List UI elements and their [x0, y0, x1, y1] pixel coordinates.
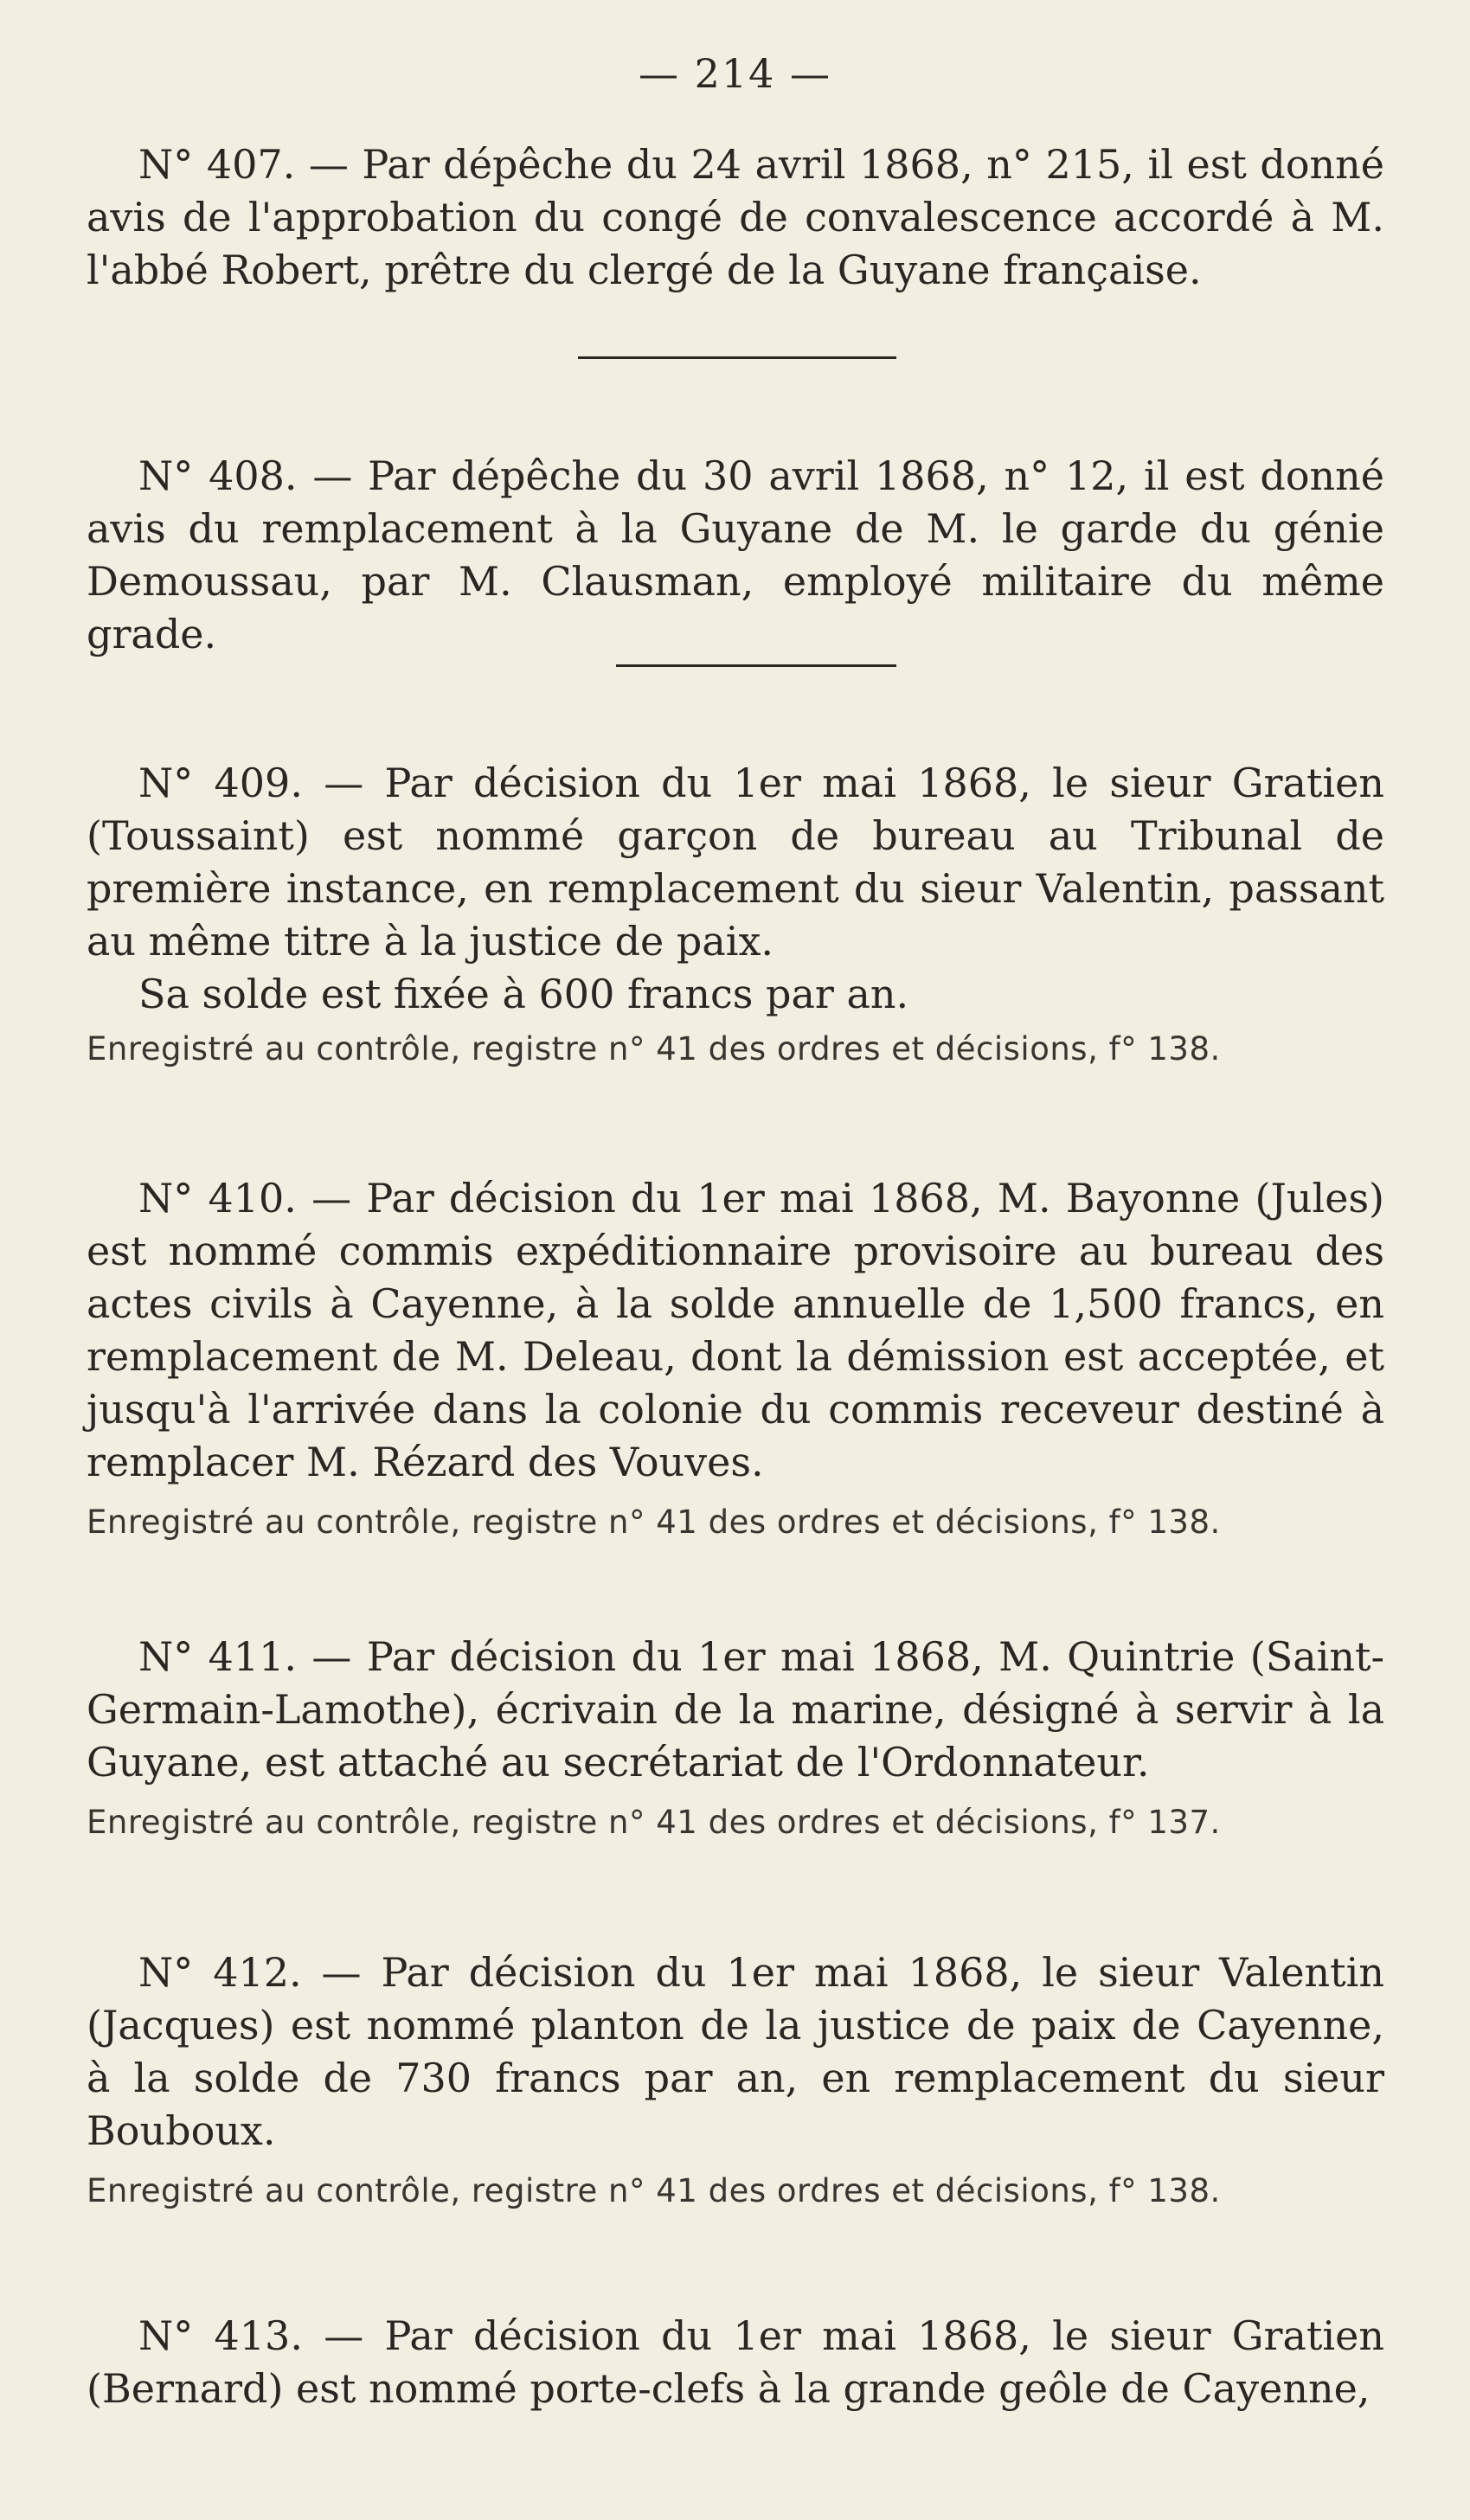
page-number: — 214 — [638, 50, 832, 97]
entry-413 [87, 2310, 1384, 2415]
registration-note: Enregistré au contrôle, registre n° 41 des ordres et décisions, f° 138. [87, 2172, 1221, 2209]
entry-text: N° 407. — Par dépêche du 24 avril 1868, n° 215, il est donné avis de l'approbation du congé de convalescence accordé à M. l'abbé Robert, prêtre du clergé de la Guyane française. [87, 141, 1384, 293]
entry-407 [87, 138, 1384, 297]
entry-409 [87, 757, 1384, 1071]
entry-text-continued: Sa solde est fixée à 600 francs par an. [138, 971, 909, 1017]
entry-411 [87, 1631, 1384, 1844]
entry-408 [87, 450, 1384, 661]
entry-text: N° 412. — Par décision du 1er mai 1868, le sieur Valentin (Jacques) est nommé planton de la justice de paix de Cayenne, à la solde de 730 francs par an, en remplacement du sieur Bouboux. [87, 1949, 1384, 2154]
registration-note: Enregistré au contrôle, registre n° 41 des ordres et décisions, f° 138. [87, 1504, 1221, 1541]
section-divider [578, 356, 896, 359]
registration-note: Enregistré au contrôle, registre n° 41 des ordres et décisions, f° 137. [87, 1804, 1221, 1841]
entry-text: N° 408. — Par dépêche du 30 avril 1868, n° 12, il est donné avis du remplacement à la Guyane de M. le garde du génie Demoussau, par M. Clausman, employé militaire du même grade. [87, 452, 1384, 657]
entry-410 [87, 1172, 1384, 1544]
entry-text: N° 410. — Par décision du 1er mai 1868, M. Bayonne (Jules) est nommé commis expéditionnaire provisoire au bureau des actes civils à Cayenne, à la solde annuelle de 1,500 francs, en remplacement de M. Deleau, dont la démission est acceptée, et jusqu'à l'arrivée dans la colonie du commis receveur destiné à remplacer M. Rézard des Vouves. [87, 1175, 1384, 1485]
entry-text: N° 413. — Par décision du 1er mai 1868, le sieur Gratien (Bernard) est nommé porte-clefs à la grande geôle de Cayenne, [87, 2312, 1384, 2412]
section-divider [616, 664, 896, 667]
entry-412 [87, 1946, 1384, 2213]
registration-note: Enregistré au contrôle, registre n° 41 des ordres et décisions, f° 138. [87, 1030, 1221, 1068]
entry-text: N° 411. — Par décision du 1er mai 1868, M. Quintrie (Saint-Germain-Lamothe), écrivain de la marine, désigné à servir à la Guyane, est attaché au secrétariat de l'Ordonnateur. [87, 1633, 1384, 1786]
entry-text: N° 409. — Par décision du 1er mai 1868, le sieur Gratien (Toussaint) est nommé garçon de bureau au Tribunal de première instance, en remplacement du sieur Valentin, passant au même titre à la justice de paix. [87, 760, 1384, 965]
